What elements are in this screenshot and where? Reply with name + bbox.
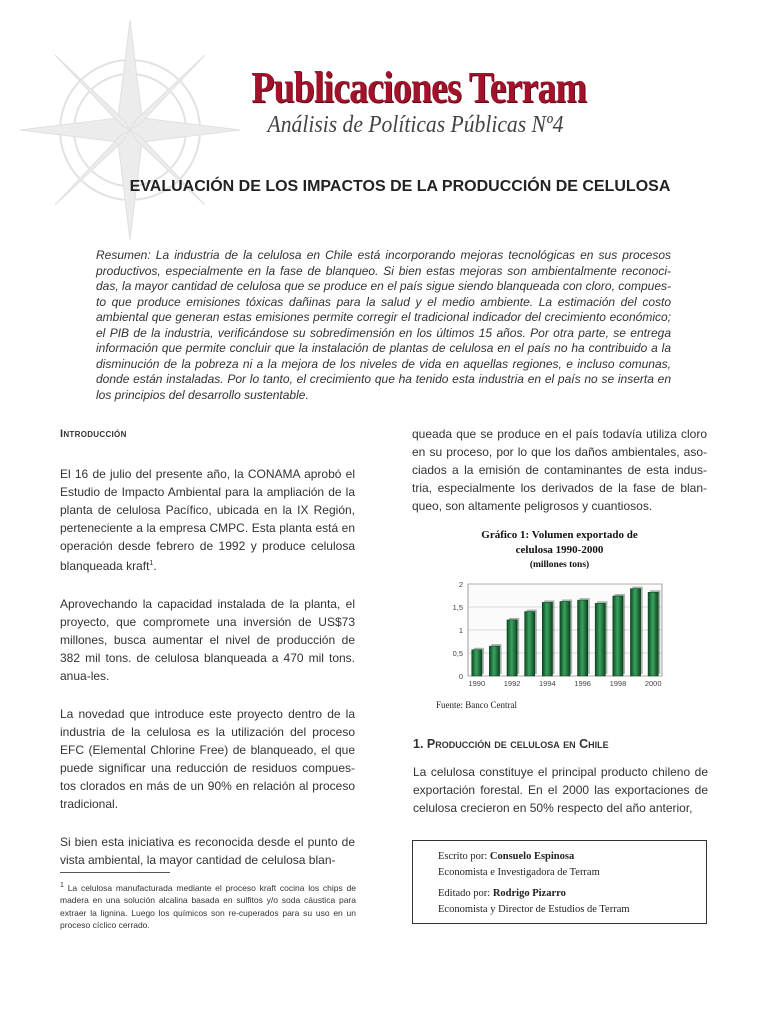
chart-title-block bbox=[412, 528, 707, 573]
chart-source: Fuente: Banco Central bbox=[436, 700, 517, 710]
edited-label: Editado por: bbox=[438, 888, 491, 899]
chart-y-tick-label: 0 bbox=[458, 672, 463, 681]
edited-by-line bbox=[438, 886, 706, 902]
intro-paragraph-3: La novedad que introduce este proyecto dentro de la industria de la celulosa es la utilización del proceso EFC (Elemental Chlorine Free) de blanqueado, el que puede significar una reducción de residuos compues-tos clorados en más de un 90% en relación al proceso tradicional. bbox=[60, 707, 355, 811]
abstract-text: Resumen: La industria de la celulosa en Chile está incorporando mejoras tecnológicas en sus procesos productivos, especialmente en la fase de blanqueo. Si bien estas mejoras son ambientalmente reconoci-das, la mayor cantidad de celulosa que se produce en el país sigue siendo blanqueada con cloro, compues-to que produce emisiones tóxicas dañinas para la salud y el medio ambiente. La estimación del costo ambiental que generan estas emisiones permite corregir el tradicional indicador del crecimiento económico; el PIB de la industria, verificándose su sobredimensión en los últimos 15 años. Por otra parte, se entrega información que permite concluir que la instalación de plantas de celulosa en el país no ha contribuido a la disminución de la pobreza ni a la mejora de los niveles de vida en aquellas regiones, e incluso comunas, donde están instaladas. Por lo tanto, el crecimiento que ha tenido esta industria en el país no se inserta en los principios del desarrollo sustentable. bbox=[96, 248, 671, 402]
chart-x-tick-label: 1998 bbox=[609, 679, 627, 688]
chart-y-tick-label: 2 bbox=[458, 580, 463, 589]
brand-title: Publicaciones Terram bbox=[251, 63, 587, 112]
intro-paragraph-2: Aprovechando la capacidad instalada de la planta, el proyecto, que compromete una inversión de US$73 millones, busca aumentar el nivel de producción de 382 mil tons. de celulosa blanqueada a 470 mil tons. anua-les. bbox=[60, 597, 355, 683]
section-1-title: Producción de celulosa en Chile bbox=[426, 737, 609, 751]
chart-x-tick-label: 1996 bbox=[574, 679, 591, 688]
export-volume-chart bbox=[440, 578, 672, 694]
intro-p1-end: . bbox=[153, 559, 157, 573]
chart-bar bbox=[595, 603, 605, 676]
chart-bar bbox=[613, 596, 623, 676]
section-1-text: La celulosa constituye el principal producto chileno de exportación forestal. En el 2000 las exportaciones de celulosa crecieron en 50% respecto del año anterior, bbox=[413, 765, 708, 815]
footnote-divider bbox=[60, 872, 170, 873]
chart-x-ticks bbox=[468, 679, 661, 688]
footnote-ref: 1 bbox=[149, 560, 154, 567]
intro-paragraph-1 bbox=[60, 465, 355, 575]
footnote-text: La celulosa manufacturada mediante el proceso kraft cocina los chips de madera en una solución alcalina basada en sulfitos y/o soda cáustica para extraer la lignina. Luego los químicos son re-cuperados para su uso en un proceso cíclico cerrado. bbox=[60, 882, 356, 931]
chart-y-tick-label: 1,5 bbox=[452, 603, 463, 612]
chart-bar bbox=[525, 612, 535, 676]
section-1-number: 1. bbox=[413, 737, 424, 751]
credits-box bbox=[412, 840, 707, 924]
chart-y-ticks bbox=[453, 580, 463, 681]
written-name: Consuelo Espinosa bbox=[489, 851, 575, 862]
written-label: Escrito por: bbox=[438, 851, 488, 862]
chart-bar bbox=[507, 620, 517, 676]
chart-title: Gráfico 1: Volumen exportado de celulosa 1990-2000 bbox=[481, 529, 638, 556]
intro-paragraph-4-continued: queada que se produce en el país todavía utiliza cloro en su proceso, por lo que los daños ambientales, aso-ciados a la emisión de contaminantes de esta indus-tria, especialmente los derivados de la fase de blan-queo, son altamente peligrosos y cuantiosos. bbox=[412, 427, 707, 513]
written-by-line bbox=[438, 849, 706, 865]
right-column-top bbox=[412, 425, 707, 535]
left-column bbox=[60, 425, 355, 889]
chart-bar bbox=[472, 650, 482, 676]
brand-subtitle: Análisis de Políticas Públicas Nº4 bbox=[267, 112, 564, 138]
footnote bbox=[60, 880, 356, 932]
section-1-heading bbox=[413, 737, 609, 751]
intro-paragraph-4: Si bien esta iniciativa es reconocida desde el punto de vista ambiental, la mayor cantidad de celulosa blan- bbox=[60, 835, 355, 867]
edited-name: Rodrigo Pizarro bbox=[492, 888, 566, 899]
chart-bar bbox=[578, 600, 588, 676]
chart-bar bbox=[489, 646, 499, 676]
written-role: Economista e Investigadora de Terram bbox=[438, 866, 600, 878]
intro-p1-text: El 16 de julio del presente año, la CONAMA aprobó el Estudio de Impacto Ambiental para la ampliación de la planta de celulosa Pacífico, ubicada en la IX Región, perteneciente a la empresa CMPC. Esta planta está en operación desde febrero de 1992 y produce celulosa blanqueada kraft bbox=[60, 467, 355, 573]
chart-x-tick-label: 1994 bbox=[539, 679, 556, 688]
document-title: EVALUACIÓN DE LOS IMPACTOS DE LA PRODUCCIÓN DE CELULOSA bbox=[129, 178, 671, 195]
edited-role: Economista y Director de Estudios de Terram bbox=[438, 903, 630, 915]
chart-bar bbox=[560, 601, 570, 676]
chart-y-tick-label: 1 bbox=[458, 626, 463, 635]
chart-x-tick-label: 1990 bbox=[468, 679, 486, 688]
footnote-mark: 1 bbox=[60, 882, 64, 889]
chart-unit: (millones tons) bbox=[529, 560, 590, 570]
chart-bar bbox=[648, 592, 658, 676]
chart-bar bbox=[630, 589, 640, 676]
chart-x-tick-label: 1992 bbox=[503, 679, 521, 688]
intro-heading: Introducción bbox=[60, 428, 127, 440]
chart-bar bbox=[542, 602, 552, 676]
chart-y-tick-label: 0,5 bbox=[452, 649, 463, 658]
publication-brand bbox=[0, 62, 768, 113]
chart-x-tick-label: 2000 bbox=[644, 679, 662, 688]
